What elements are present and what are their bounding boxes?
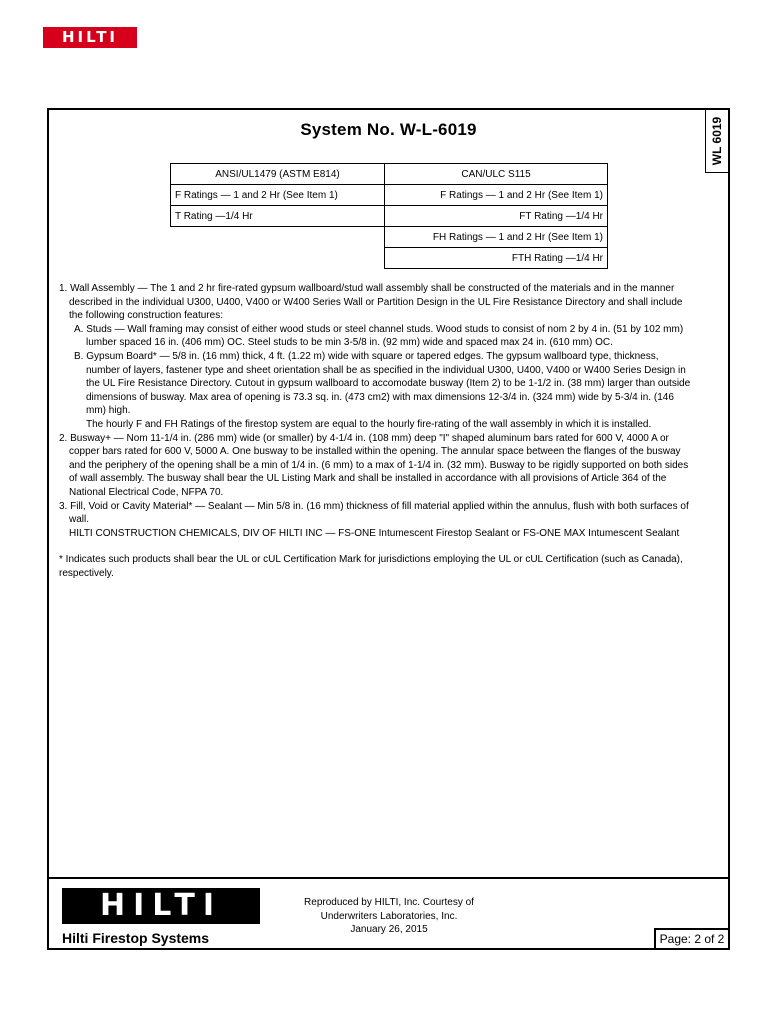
can-header: CAN/ULC S115 [384, 164, 607, 185]
ansi-t-rating: T Rating —1/4 Hr [171, 206, 385, 227]
empty-cell [171, 227, 385, 248]
system-description [59, 282, 695, 580]
ratings-table [170, 163, 608, 269]
item-1a-studs: A. Studs — Wall framing may consist of either wood studs or steel channel studs. Wood studs to consist of nom 2 by 4 in. (51 by 102 mm) lumber spaced 16 in. (406 mm) OC. Steel studs to be min 3-5/8 in. (92 mm) wide and spaced max 24 in. (610 mm) OC. [74, 323, 684, 349]
ratings-row [171, 248, 608, 269]
can-f-rating: F Ratings — 1 and 2 Hr (See Item 1) [384, 185, 607, 206]
repro-date: January 26, 2015 [350, 924, 428, 935]
hilti-logo-top [43, 27, 137, 48]
ratings-row [171, 185, 608, 206]
reproduction-note [294, 896, 484, 937]
document-frame [47, 108, 730, 950]
item-1-wall-assembly: 1. Wall Assembly — The 1 and 2 hr fire-rated gypsum wallboard/stud wall assembly shall be constructed of the materials and in the manner described in the individual U300, U400, V400 or W400 Series Wall or Partition Design in the UL Fire Resistance Directory and shall include the following construction features: [59, 283, 683, 322]
footnote: * Indicates such products shall bear the UL or cUL Certification Mark for jurisdictions employing the UL or cUL Certification (such as Canada), respectively. [59, 554, 683, 579]
hilti-logo-footer [62, 888, 260, 924]
item-1-note: The hourly F and FH Ratings of the firestop system are equal to the hourly fire-rating of the wall assembly in which it is installed. [86, 418, 652, 430]
footer-logo-text: HILTI [99, 888, 223, 923]
system-tag-label: WL 6019 [710, 116, 724, 166]
footer-caption: Hilti Firestop Systems [62, 930, 210, 946]
ansi-header: ANSI/UL1479 (ASTM E814) [171, 164, 385, 185]
page-number: Page: 2 of 2 [654, 928, 730, 950]
spacer [59, 540, 695, 553]
can-ft-rating: FT Rating —1/4 Hr [384, 206, 607, 227]
footer-divider [49, 877, 728, 879]
ratings-header-row [171, 164, 608, 185]
item-2-busway: 2. Busway+ — Nom 11-1/4 in. (286 mm) wide (or smaller) by 4-1/4 in. (108 mm) deep "I" shaped aluminum bars rated for 600 V, 4000 A or copper bars rated for 600 V, 5000 A. One busway to be installed within the opening. The annular space between the flanges of the busway and the periphery of the opening shall be a min of 1/4 in. (6 mm) to a max of 1-1/4 in. (32 mm). Busway to be rigidly supported on both sides of wall assembly. The busway shall bear the UL Listing Mark and shall be installed in accordance with all provisions of Article 364 of the National Electrical Code, NFPA 70. [59, 432, 689, 498]
system-title: System No. W-L-6019 [300, 120, 477, 139]
repro-line: Reproduced by HILTI, Inc. Courtesy of [304, 897, 474, 908]
can-fth-rating: FTH Rating —1/4 Hr [384, 248, 607, 269]
empty-cell [171, 248, 385, 269]
repro-line: Underwriters Laboratories, Inc. [320, 910, 458, 922]
item-1b-gypsum-board: B. Gypsum Board* — 5/8 in. (16 mm) thick, 4 ft. (1.22 m) wide with square or tapered edges. The gypsum wallboard type, thickness, number of layers, fastener type and sheet orientation shall be as specified in the individual U300, U400, V400 or W400 Series Design in the UL Fire Resistance Directory. Cutout in gypsum wallboard to accomodate busway (Item 2) to be 1-1/2 in. (38 mm) larger than outside dimensions of busway. Max area of opening is 73.3 sq. in. (473 cm2) with max dimensions 12-3/4 in. (324 mm) wide by 5-3/4 in. (146 mm) high. [74, 350, 691, 417]
can-fh-rating: FH Ratings — 1 and 2 Hr (See Item 1) [384, 227, 607, 248]
ratings-row [171, 206, 608, 227]
item-3-fill-material: 3. Fill, Void or Cavity Material* — Sealant — Min 5/8 in. (16 mm) thickness of fill material applied within the annulus, flush with both surfaces of wall. [59, 500, 689, 526]
ratings-row [171, 227, 608, 248]
item-3-product: HILTI CONSTRUCTION CHEMICALS, DIV OF HILTI INC — FS-ONE Intumescent Firestop Sealant or FS-ONE MAX Intumescent Sealant [69, 527, 680, 539]
hilti-logo-text: HILTI [61, 28, 119, 46]
ansi-f-rating: F Ratings — 1 and 2 Hr (See Item 1) [171, 185, 385, 206]
